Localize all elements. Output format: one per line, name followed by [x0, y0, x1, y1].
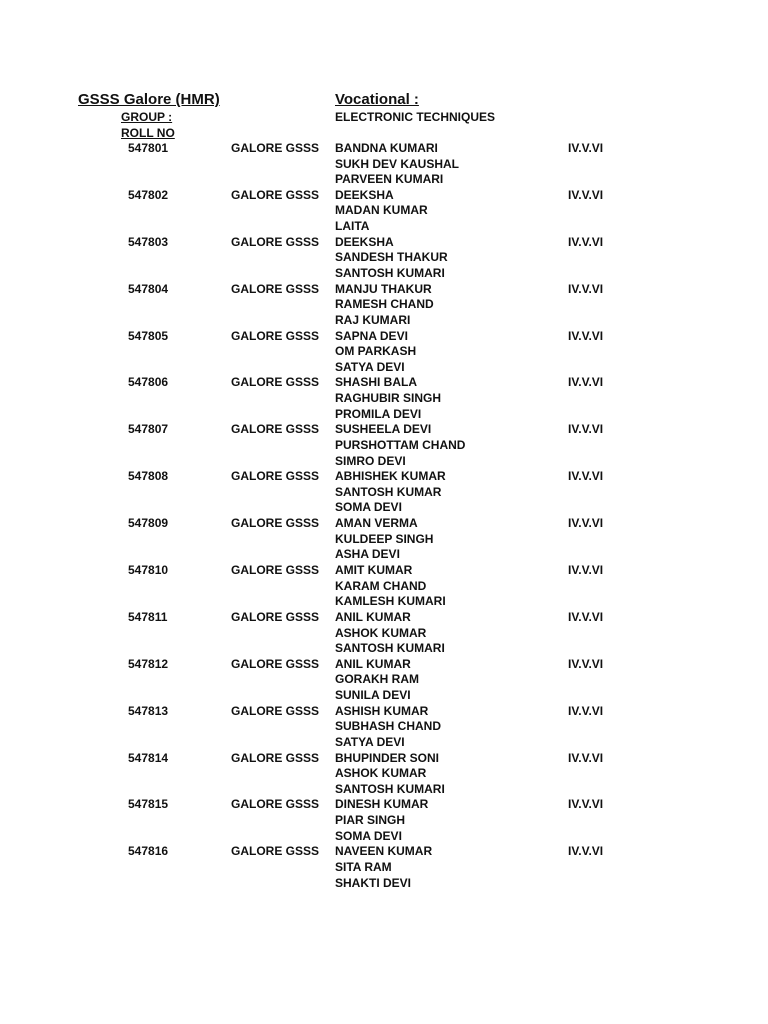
- father-name: ASHOK KUMAR: [335, 625, 427, 640]
- father-name: PIAR SINGH: [335, 813, 406, 828]
- candidate-name: NAVEEN KUMAR: [335, 844, 433, 859]
- candidate-name: ANIL KUMAR: [335, 656, 411, 671]
- record-row: [0, 282, 768, 329]
- record-row: [0, 235, 768, 282]
- roll-number: 547816: [128, 844, 169, 859]
- record-row: [0, 751, 768, 798]
- subject-codes: IV.V.VI: [568, 469, 604, 484]
- candidate-name: ABHISHEK KUMAR: [335, 469, 446, 484]
- roll-number: 547813: [128, 703, 169, 718]
- roll-number: 547803: [128, 234, 169, 249]
- subject-codes: IV.V.VI: [568, 844, 604, 859]
- mother-name: SHAKTI DEVI: [335, 875, 412, 890]
- record-row: [0, 141, 768, 188]
- father-name: PURSHOTTAM CHAND: [335, 437, 466, 452]
- record-row: [0, 188, 768, 235]
- mother-name: KAMLESH KUMARI: [335, 594, 446, 609]
- center-name: GALORE GSSS: [231, 375, 320, 390]
- candidate-name: DEEKSHA: [335, 187, 394, 202]
- record-row: [0, 563, 768, 610]
- father-name: OM PARKASH: [335, 344, 417, 359]
- candidate-name: DEEKSHA: [335, 234, 394, 249]
- subject-name: ELECTRONIC TECHNIQUES: [335, 110, 496, 124]
- center-name: GALORE GSSS: [231, 844, 320, 859]
- center-name: GALORE GSSS: [231, 469, 320, 484]
- mother-name: SATYA DEVI: [335, 734, 405, 749]
- subject-codes: IV.V.VI: [568, 750, 604, 765]
- father-name: SUKH DEV KAUSHAL: [335, 156, 460, 171]
- subject-codes: IV.V.VI: [568, 328, 604, 343]
- subject-codes: IV.V.VI: [568, 797, 604, 812]
- roll-number: 547810: [128, 563, 169, 578]
- group-label: GROUP :: [121, 110, 173, 124]
- center-name: GALORE GSSS: [231, 234, 320, 249]
- father-name: MADAN KUMAR: [335, 203, 428, 218]
- center-name: GALORE GSSS: [231, 703, 320, 718]
- roll-number: 547811: [128, 609, 168, 624]
- father-name: ASHOK KUMAR: [335, 766, 427, 781]
- candidate-name: SAPNA DEVI: [335, 328, 408, 343]
- center-name: GALORE GSSS: [231, 563, 320, 578]
- mother-name: SOMA DEVI: [335, 828, 402, 843]
- roll-number: 547806: [128, 375, 169, 390]
- subject-codes: IV.V.VI: [568, 563, 604, 578]
- candidate-name: ASHISH KUMAR: [335, 703, 429, 718]
- record-row: [0, 797, 768, 844]
- record-row: [0, 704, 768, 751]
- father-name: SANDESH THAKUR: [335, 250, 448, 265]
- roll-no-label: ROLL NO: [121, 126, 175, 140]
- mother-name: SUNILA DEVI: [335, 687, 411, 702]
- candidate-name: SUSHEELA DEVI: [335, 422, 432, 437]
- center-name: GALORE GSSS: [231, 328, 320, 343]
- father-name: GORAKH RAM: [335, 672, 419, 687]
- mother-name: SIMRO DEVI: [335, 453, 406, 468]
- mother-name: SANTOSH KUMARI: [335, 641, 445, 656]
- roll-number: 547812: [128, 656, 169, 671]
- subject-codes: IV.V.VI: [568, 234, 604, 249]
- center-name: GALORE GSSS: [231, 187, 320, 202]
- records-list: [0, 141, 768, 891]
- father-name: KULDEEP SINGH: [335, 531, 434, 546]
- candidate-name: ANIL KUMAR: [335, 609, 411, 624]
- record-row: [0, 516, 768, 563]
- father-name: RAGHUBIR SINGH: [335, 391, 442, 406]
- father-name: SANTOSH KUMAR: [335, 484, 442, 499]
- subject-codes: IV.V.VI: [568, 703, 604, 718]
- candidate-name: DINESH KUMAR: [335, 797, 429, 812]
- record-row: [0, 469, 768, 516]
- mother-name: PROMILA DEVI: [335, 406, 422, 421]
- candidate-name: BANDNA KUMARI: [335, 141, 438, 155]
- center-name: GALORE GSSS: [231, 422, 320, 437]
- subject-codes: IV.V.VI: [568, 516, 604, 531]
- mother-name: LAITA: [335, 219, 370, 234]
- father-name: RAMESH CHAND: [335, 297, 434, 312]
- roll-number: 547814: [128, 750, 169, 765]
- roll-number: 547807: [128, 422, 169, 437]
- vocational-heading: Vocational :: [335, 91, 419, 108]
- mother-name: ASHA DEVI: [335, 547, 400, 562]
- mother-name: PARVEEN KUMARI: [335, 172, 444, 187]
- candidate-name: MANJU THAKUR: [335, 281, 432, 296]
- subject-codes: IV.V.VI: [568, 375, 604, 390]
- subject-codes: IV.V.VI: [568, 609, 604, 624]
- subject-codes: IV.V.VI: [568, 141, 604, 155]
- school-title: GSSS Galore (HMR): [78, 91, 220, 108]
- roll-number: 547801: [128, 141, 169, 155]
- subject-codes: IV.V.VI: [568, 281, 604, 296]
- father-name: KARAM CHAND: [335, 578, 427, 593]
- center-name: GALORE GSSS: [231, 281, 320, 296]
- mother-name: SOMA DEVI: [335, 500, 402, 515]
- record-row: [0, 610, 768, 657]
- mother-name: RAJ KUMARI: [335, 312, 411, 327]
- roll-number: 547802: [128, 187, 169, 202]
- record-row: [0, 657, 768, 704]
- center-name: GALORE GSSS: [231, 656, 320, 671]
- mother-name: SANTOSH KUMARI: [335, 781, 445, 796]
- roll-number: 547809: [128, 516, 169, 531]
- mother-name: SATYA DEVI: [335, 359, 405, 374]
- roll-number: 547804: [128, 281, 169, 296]
- record-row: [0, 329, 768, 376]
- record-row: [0, 844, 768, 891]
- roll-number: 547805: [128, 328, 169, 343]
- roll-number: 547808: [128, 469, 169, 484]
- father-name: SITA RAM: [335, 859, 392, 874]
- father-name: SUBHASH CHAND: [335, 719, 442, 734]
- subject-codes: IV.V.VI: [568, 656, 604, 671]
- roll-number: 547815: [128, 797, 169, 812]
- candidate-name: SHASHI BALA: [335, 375, 418, 390]
- center-name: GALORE GSSS: [231, 750, 320, 765]
- center-name: GALORE GSSS: [231, 797, 320, 812]
- center-name: GALORE GSSS: [231, 516, 320, 531]
- candidate-name: BHUPINDER SONI: [335, 750, 440, 765]
- mother-name: SANTOSH KUMARI: [335, 265, 445, 280]
- subject-codes: IV.V.VI: [568, 187, 604, 202]
- center-name: GALORE GSSS: [231, 609, 320, 624]
- record-row: [0, 375, 768, 422]
- center-name: GALORE GSSS: [231, 141, 320, 155]
- record-row: [0, 422, 768, 469]
- candidate-name: AMIT KUMAR: [335, 563, 413, 578]
- candidate-name: AMAN VERMA: [335, 516, 418, 531]
- subject-codes: IV.V.VI: [568, 422, 604, 437]
